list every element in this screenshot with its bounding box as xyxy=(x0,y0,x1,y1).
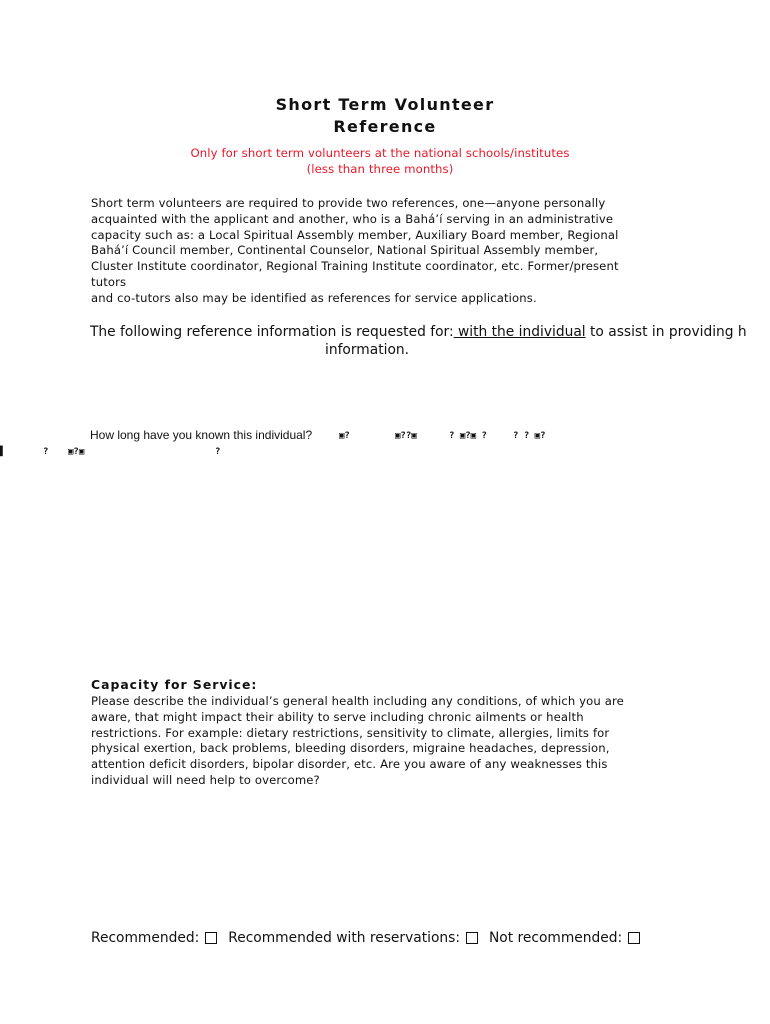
intro-line: and co-tutors also may be identified as references for service applications. xyxy=(91,290,537,305)
garbled-glyph: ▣?▣ xyxy=(68,447,85,457)
recommendation-row xyxy=(91,930,640,946)
not-recommended-label: Not recommended: xyxy=(488,930,623,946)
capacity-line: aware, that might impact their ability to serve including chronic ailments or health xyxy=(91,709,584,724)
garbled-glyph: ▣??▣ xyxy=(395,431,417,441)
request-statement-line2: information. xyxy=(325,342,410,358)
capacity-paragraph xyxy=(91,694,624,789)
recommended-label: Recommended: xyxy=(91,930,200,946)
how-long-question: How long have you known this individual? xyxy=(90,428,313,442)
capacity-heading: Capacity for Service: xyxy=(91,677,258,692)
intro-line: acquainted with the applicant and another, who is a Bahá’í serving in an administrative xyxy=(91,211,614,226)
garbled-glyph: ? xyxy=(215,447,221,457)
capacity-line: physical exertion, back problems, bleeding disorders, migraine headaches, depression, xyxy=(91,741,610,756)
request-underlined: with the individual xyxy=(453,324,586,340)
eligibility-note: Only for short term volunteers at the national schools/institutes xyxy=(190,146,570,160)
intro-line: Short term volunteers are required to provide two references, one—anyone personally xyxy=(91,196,606,210)
garbled-glyph: ? ▣?▣ ? xyxy=(449,431,487,441)
garbled-glyph: ▌ xyxy=(0,447,6,457)
form-title-line2: Reference xyxy=(333,117,437,136)
intro-line: Bahá’í Council member, Continental Counselor, National Spiritual Assembly member, xyxy=(91,243,599,258)
capacity-line: attention deficit disorders, bipolar disorder, etc. Are you aware of any weaknesses this xyxy=(91,757,608,772)
capacity-line: individual will need help to overcome? xyxy=(91,772,320,787)
intro-line: Cluster Institute coordinator, Regional Training Institute coordinator, etc. Former/present xyxy=(91,259,619,274)
intro-line: tutors xyxy=(91,274,127,289)
form-title: Short Term Volunteer xyxy=(275,95,495,114)
garbled-glyph: ? xyxy=(43,447,49,457)
garbled-glyph: ▣? xyxy=(339,431,350,441)
request-statement xyxy=(90,324,747,340)
eligibility-note-line2: (less than three months) xyxy=(306,162,454,176)
not-recommended-checkbox[interactable] xyxy=(628,932,640,944)
with-reservations-checkbox[interactable] xyxy=(466,932,478,944)
capacity-line: Please describe the individual’s general health including any conditions, of which you are xyxy=(91,694,624,708)
with-reservations-label: Recommended with reservations: xyxy=(228,930,460,946)
intro-line: capacity such as: a Local Spiritual Assembly member, Auxiliary Board member, Regional xyxy=(91,227,619,242)
intro-paragraph xyxy=(91,196,619,307)
recommended-checkbox[interactable] xyxy=(205,932,217,944)
capacity-line: restrictions. For example: dietary restrictions, sensitivity to climate, allergies, limits for xyxy=(91,725,610,740)
garbled-glyph: ? ? ▣? xyxy=(513,431,546,441)
request-suffix: to assist in providing h xyxy=(585,324,747,340)
request-prefix: The following reference information is requested for: xyxy=(90,324,454,340)
